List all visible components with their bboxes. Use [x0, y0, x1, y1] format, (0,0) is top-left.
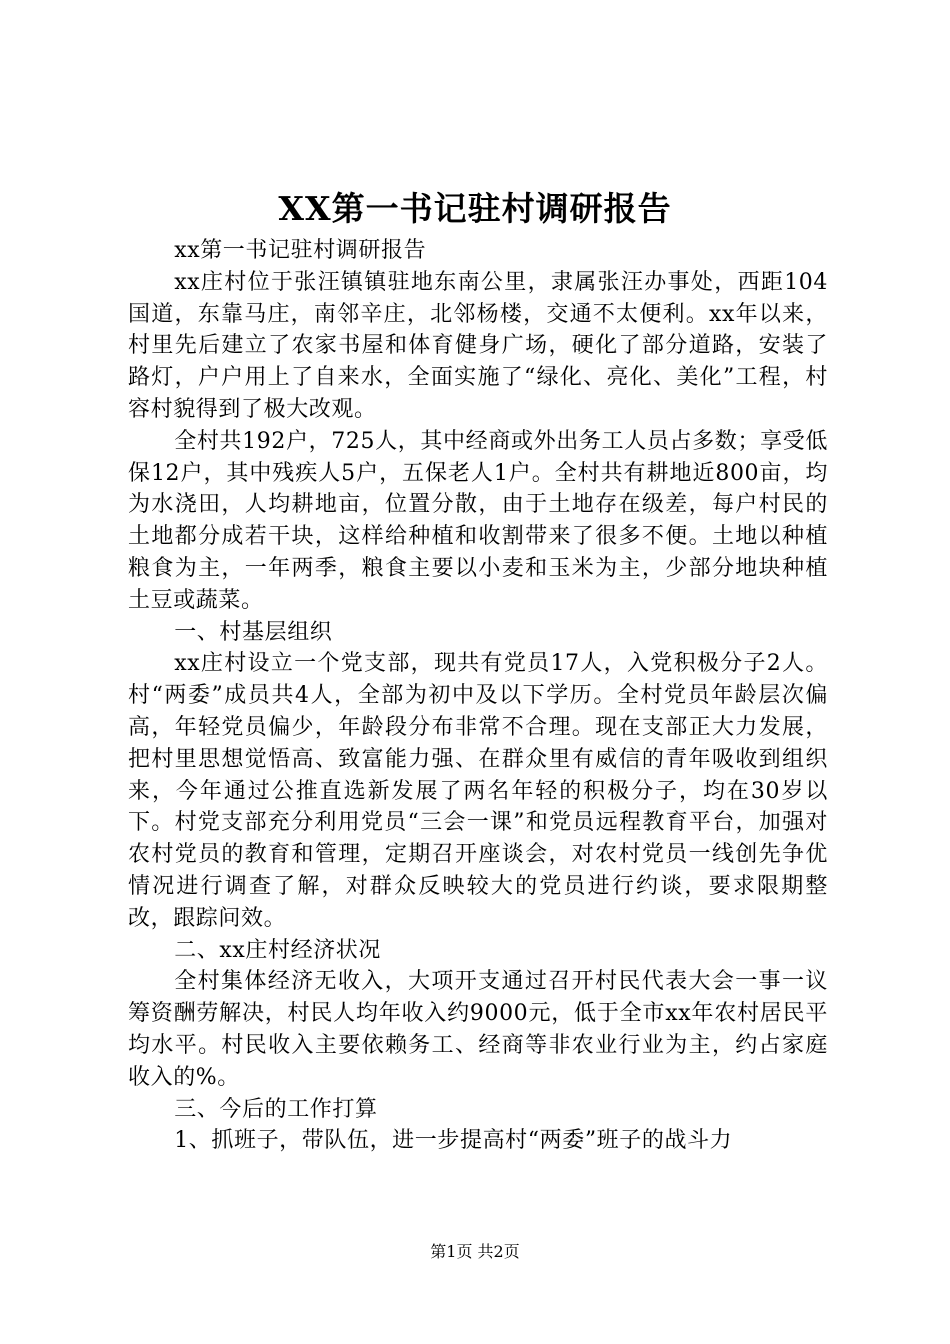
- section-heading-economy: 二、xx庄村经济状况: [174, 937, 382, 963]
- paragraph-village-location: xx庄村位于张汪镇镇驻地东南公里，隶属张汪办事处，西距104国道，东靠马庄，南邻辛庄，北邻杨楼，交通不太便利。xx年以来，村里先后建立了农家书屋和体育健身广场，硬化了部分道路，安装了路灯，户户用上了自来水，全面实施了“绿化、亮化、美化”工程，村容村貌得到了极大改观。: [128, 269, 828, 422]
- paragraph-village-population: 全村共192户，725人，其中经商或外出务工人员占多数；享受低保12户，其中残疾人5户，五保老人1户。全村共有耕地近800亩，均为水浇田，人均耕地亩，位置分散，由于土地存在级差，每户村民的土地都分成若干块，这样给种植和收割带来了很多不便。土地以种植粮食为主，一年两季，粮食主要以小麦和玉米为主，少部分地块种植土豆或蔬菜。: [128, 428, 828, 613]
- paragraph-economy: 全村集体经济无收入，大项开支通过召开村民代表大会一事一议筹资酬劳解决，村民人均年收入约9000元，低于全市xx年农村居民平均水平。村民收入主要依赖务工、经商等非农业行业为主，约占家庭收入的%。: [128, 969, 828, 1090]
- section-heading-future-work: 三、今后的工作打算: [174, 1096, 378, 1122]
- paragraph-party-branch: xx庄村设立一个党支部，现共有党员17人，入党积极分子2人。村“两委”成员共4人，全部为初中及以下学历。全村党员年龄层次偏高，年轻党员偏少，年龄段分布非常不合理。现在支部正大力发展，把村里思想觉悟高、致富能力强、在群众里有威信的青年吸收到组织来，今年通过公推直选新发展了两名年轻的积极分子，均在30岁以下。村党支部充分利用党员“三会一课”和党员远程教育平台，加强对农村党员的教育和管理，定期召开座谈会，对农村党员一线创先争优情况进行调查了解，对群众反映较大的党员进行约谈，要求限期整改，跟踪问效。: [128, 651, 828, 931]
- section-heading-grassroots-organization: 一、村基层组织: [174, 619, 333, 645]
- document-body: [128, 235, 828, 1157]
- page-number-footer: 第1页 共2页: [430, 1242, 520, 1261]
- paragraph-subtitle: xx第一书记驻村调研报告: [174, 238, 427, 263]
- paragraph-work-item-1: 1、抓班子，带队伍，进一步提高村“两委”班子的战斗力: [174, 1128, 733, 1154]
- document-title: XX第一书记驻村调研报告: [278, 189, 672, 228]
